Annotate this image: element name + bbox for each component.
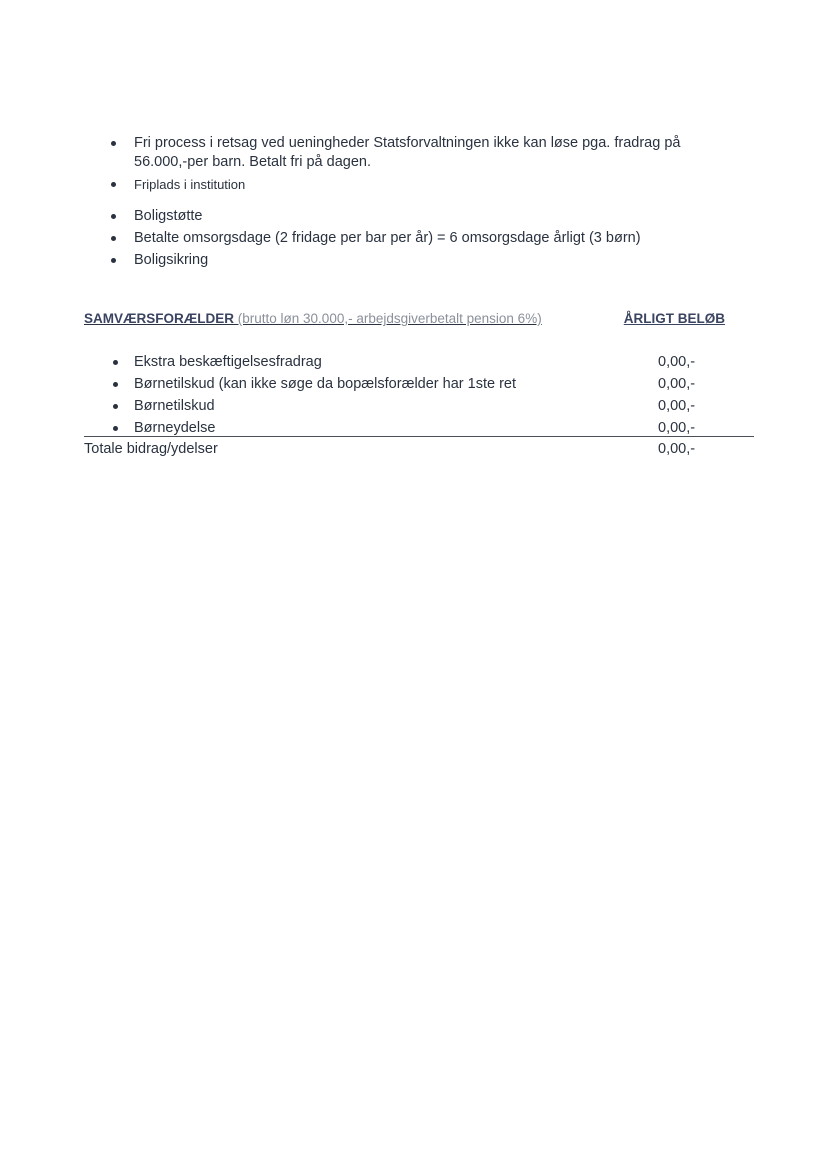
- bullet-icon: [111, 182, 116, 187]
- bullet-icon: [113, 360, 118, 365]
- amount-column-header: ÅRLIGT BELØB: [623, 311, 725, 326]
- table-row: [84, 352, 754, 374]
- row-amount: 0,00,-: [658, 354, 696, 370]
- row-amount: 0,00,-: [658, 398, 696, 414]
- list-item-text: Betalte omsorgsdage (2 fridage per bar per år) = 6 omsorgsdage årligt (3 børn): [134, 230, 641, 246]
- bullet-icon: [113, 404, 118, 409]
- total-label: Totale bidrag/ydelser: [84, 441, 218, 457]
- total-row: [84, 439, 754, 461]
- list-item: [108, 229, 728, 248]
- section-title-detail: (brutto løn 30.000,- arbejdsgiverbetalt pension 6%): [234, 311, 542, 326]
- total-amount: 0,00,-: [658, 441, 696, 457]
- list-item: [108, 134, 728, 172]
- section-title-bold: SAMVÆRSFORÆLDER: [84, 311, 235, 326]
- benefits-bullet-list: [108, 134, 728, 270]
- section-title: [84, 311, 542, 326]
- list-item: [108, 207, 728, 226]
- bullet-icon: [113, 426, 118, 431]
- benefits-table: [84, 352, 754, 457]
- section-header: [84, 311, 729, 331]
- table-row: [84, 374, 754, 396]
- list-item: [108, 251, 728, 270]
- row-label: Børneydelse: [134, 420, 216, 436]
- total-divider: [84, 436, 754, 437]
- list-item-text: Friplads i institution: [134, 177, 246, 192]
- bullet-icon: [111, 141, 116, 146]
- row-amount: 0,00,-: [658, 376, 696, 392]
- list-item-text: Boligstøtte: [134, 208, 203, 224]
- row-amount: 0,00,-: [658, 420, 696, 436]
- list-item-text: Boligsikring: [134, 252, 209, 268]
- bullet-icon: [111, 236, 116, 241]
- row-label: Børnetilskud: [134, 398, 215, 414]
- bullet-icon: [113, 382, 118, 387]
- table-row: [84, 396, 754, 418]
- list-item: [108, 175, 728, 194]
- row-label: Børnetilskud (kan ikke søge da bopælsforælder har 1ste ret: [134, 376, 517, 392]
- bullet-icon: [111, 214, 116, 219]
- row-label: Ekstra beskæftigelsesfradrag: [134, 354, 322, 370]
- bullet-icon: [111, 258, 116, 263]
- list-item-text-line1: Fri process i retsag ved ueningheder Statsforvaltningen ikke kan løse pga. fradrag på: [134, 135, 681, 151]
- list-item-text-line2: 56.000,-per barn. Betalt fri på dagen.: [134, 154, 371, 170]
